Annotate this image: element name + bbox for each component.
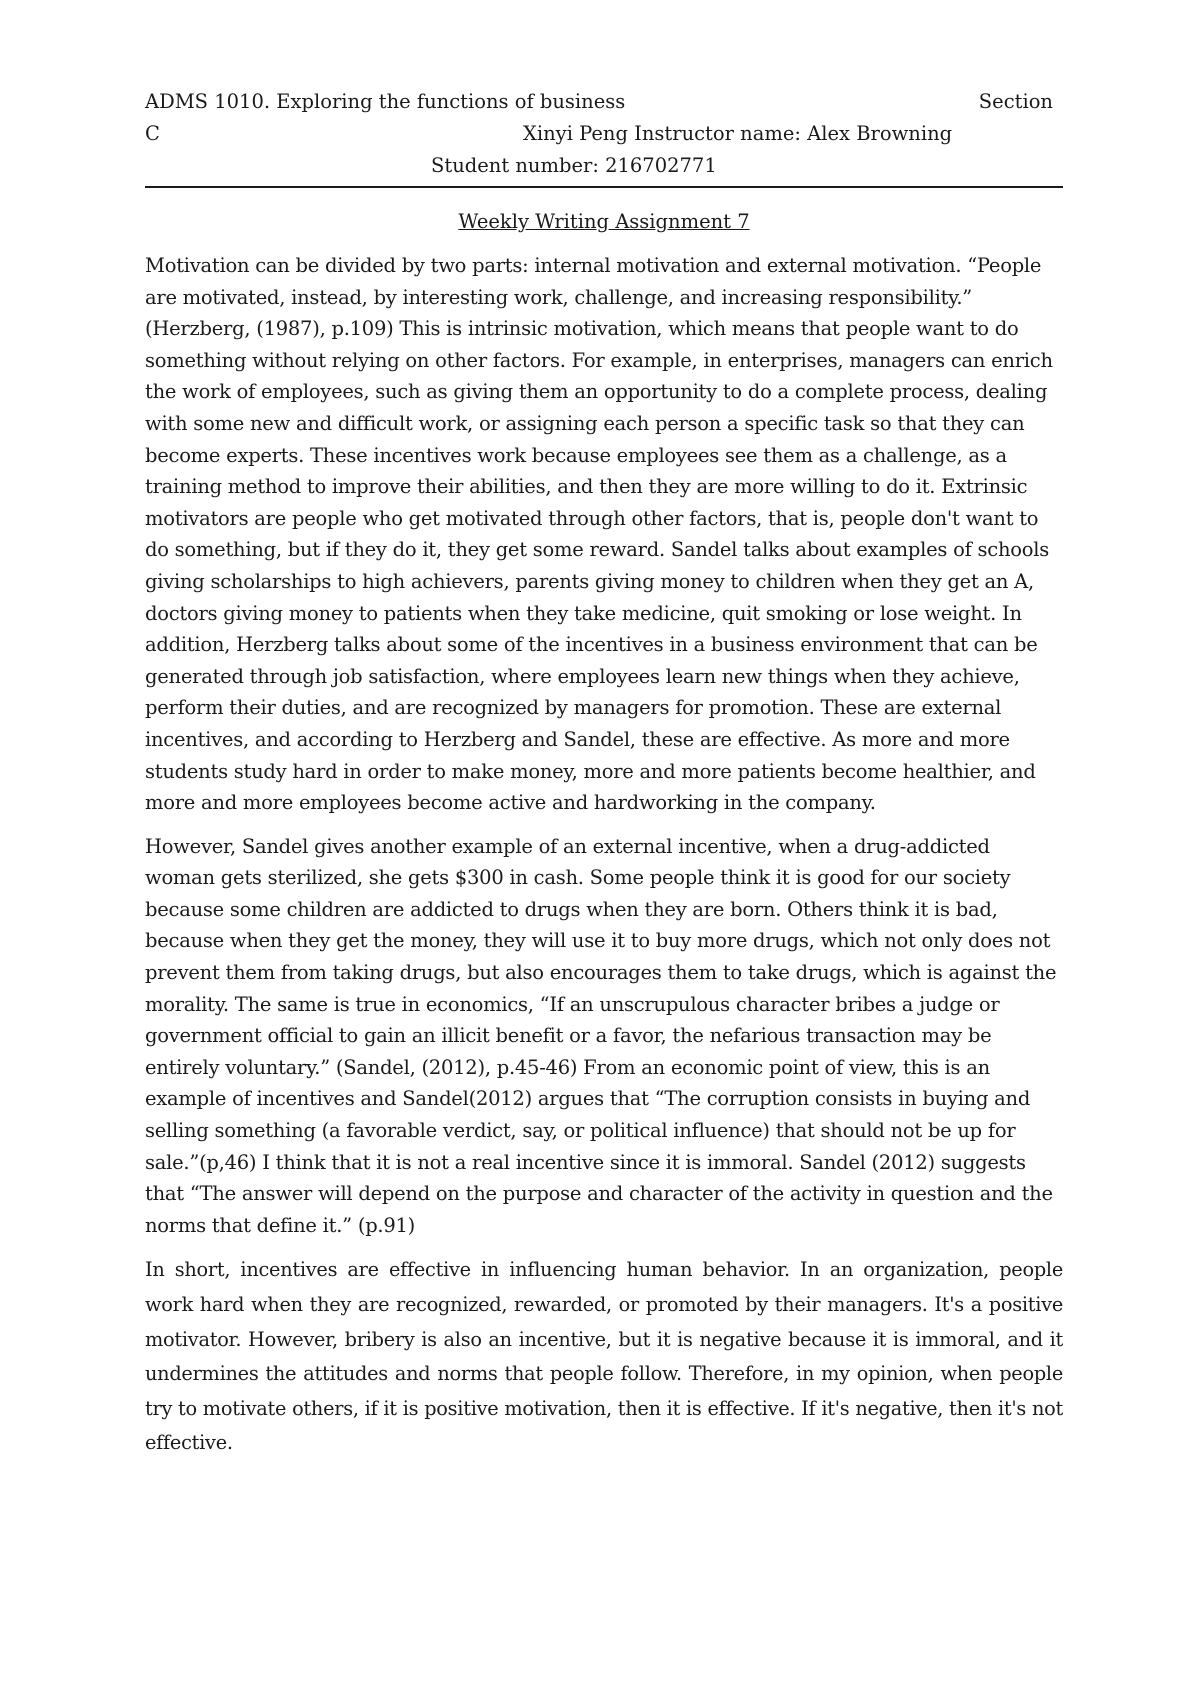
section-label: Section — [978, 90, 1053, 113]
paragraph-1: Motivation can be divided by two parts: internal motivation and external motivation. “People are motivated, instead, by interesting work, challenge, and increasing responsibility.” (Herzberg, (1987), p.109) This is intrinsic motivation, which means that people want to do something without relying on other factors. For example, in enterprises, managers can enrich the work of employees, such as giving them an opportunity to do a complete process, dealing with some new and difficult work, or assigning each person a specific task so that they can become experts. These incentives work because employees see them as a challenge, as a training method to improve their abilities, and then they are more willing to do it. Extrinsic motivators are people who get motivated through other factors, that is, people don't want to do something, but if they do it, they get some reward. Sandel talks about examples of schools giving scholarships to high achievers, parents giving money to children when they get an A, doctors giving money to patients when they take medicine, quit smoking or lose weight. In addition, Herzberg talks about some of the incentives in a business environment that can be generated through job satisfaction, where employees learn new things when they achieve, perform their duties, and are recognized by managers for promotion. These are external incentives, and according to Herzberg and Sandel, these are effective. As more and more students study hard in order to make money, more and more patients become healthier, and more and more employees become active and hardworking in the company. — [145, 254, 1053, 815]
student-instructor: Xinyi Peng Instructor name: Alex Browning — [523, 122, 953, 145]
paragraph-2: However, Sandel gives another example of an external incentive, when a drug-addicted woman gets sterilized, she gets $300 in cash. Some people think it is good for our society because some children are addicted to drugs when they are born. Others think it is bad, because when they get the money, they will use it to buy more drugs, which not only does not prevent them from taking drugs, but also encourages them to take drugs, which is against the morality. The same is true in economics, “If an unscrupulous character bribes a judge or government official to gain an illicit benefit or a favor, the nefarious transaction may be entirely voluntary.” (Sandel, (2012), p.45-46) From an economic point of view, this is an example of incentives and Sandel(2012) argues that “The corruption consists in buying and selling something (a favorable verdict, say, or political influence) that should not be up for sale.”(p,46) I think that it is not a real incentive since it is immoral. Sandel (2012) suggests that “The answer will depend on the purpose and character of the activity in question and the norms that define it.” (p.91) — [145, 834, 1057, 1237]
section-value: C — [145, 122, 160, 145]
assignment-title: Weekly Writing Assignment 7 — [458, 210, 750, 233]
header-line-2 — [145, 118, 1063, 150]
paragraph-3: In short, incentives are effective in influencing human behavior. In an organization, people work hard when they are recognized, rewarded, or promoted by their managers. It's a positive motivator. However, bribery is also an incentive, but it is negative because it is immoral, and it undermines the attitudes and norms that people follow. Therefore, in my opinion, when people try to motivate others, if it is positive motivation, then it is effective. If it's negative, then it's not effective. — [145, 1258, 1063, 1455]
document-page — [145, 86, 1063, 1461]
header-line-3 — [145, 150, 1063, 182]
course-title: ADMS 1010. Exploring the functions of business — [145, 90, 626, 113]
header-line-1 — [145, 86, 1063, 118]
student-number: Student number: 216702771 — [431, 154, 717, 177]
header-divider — [145, 186, 1063, 188]
